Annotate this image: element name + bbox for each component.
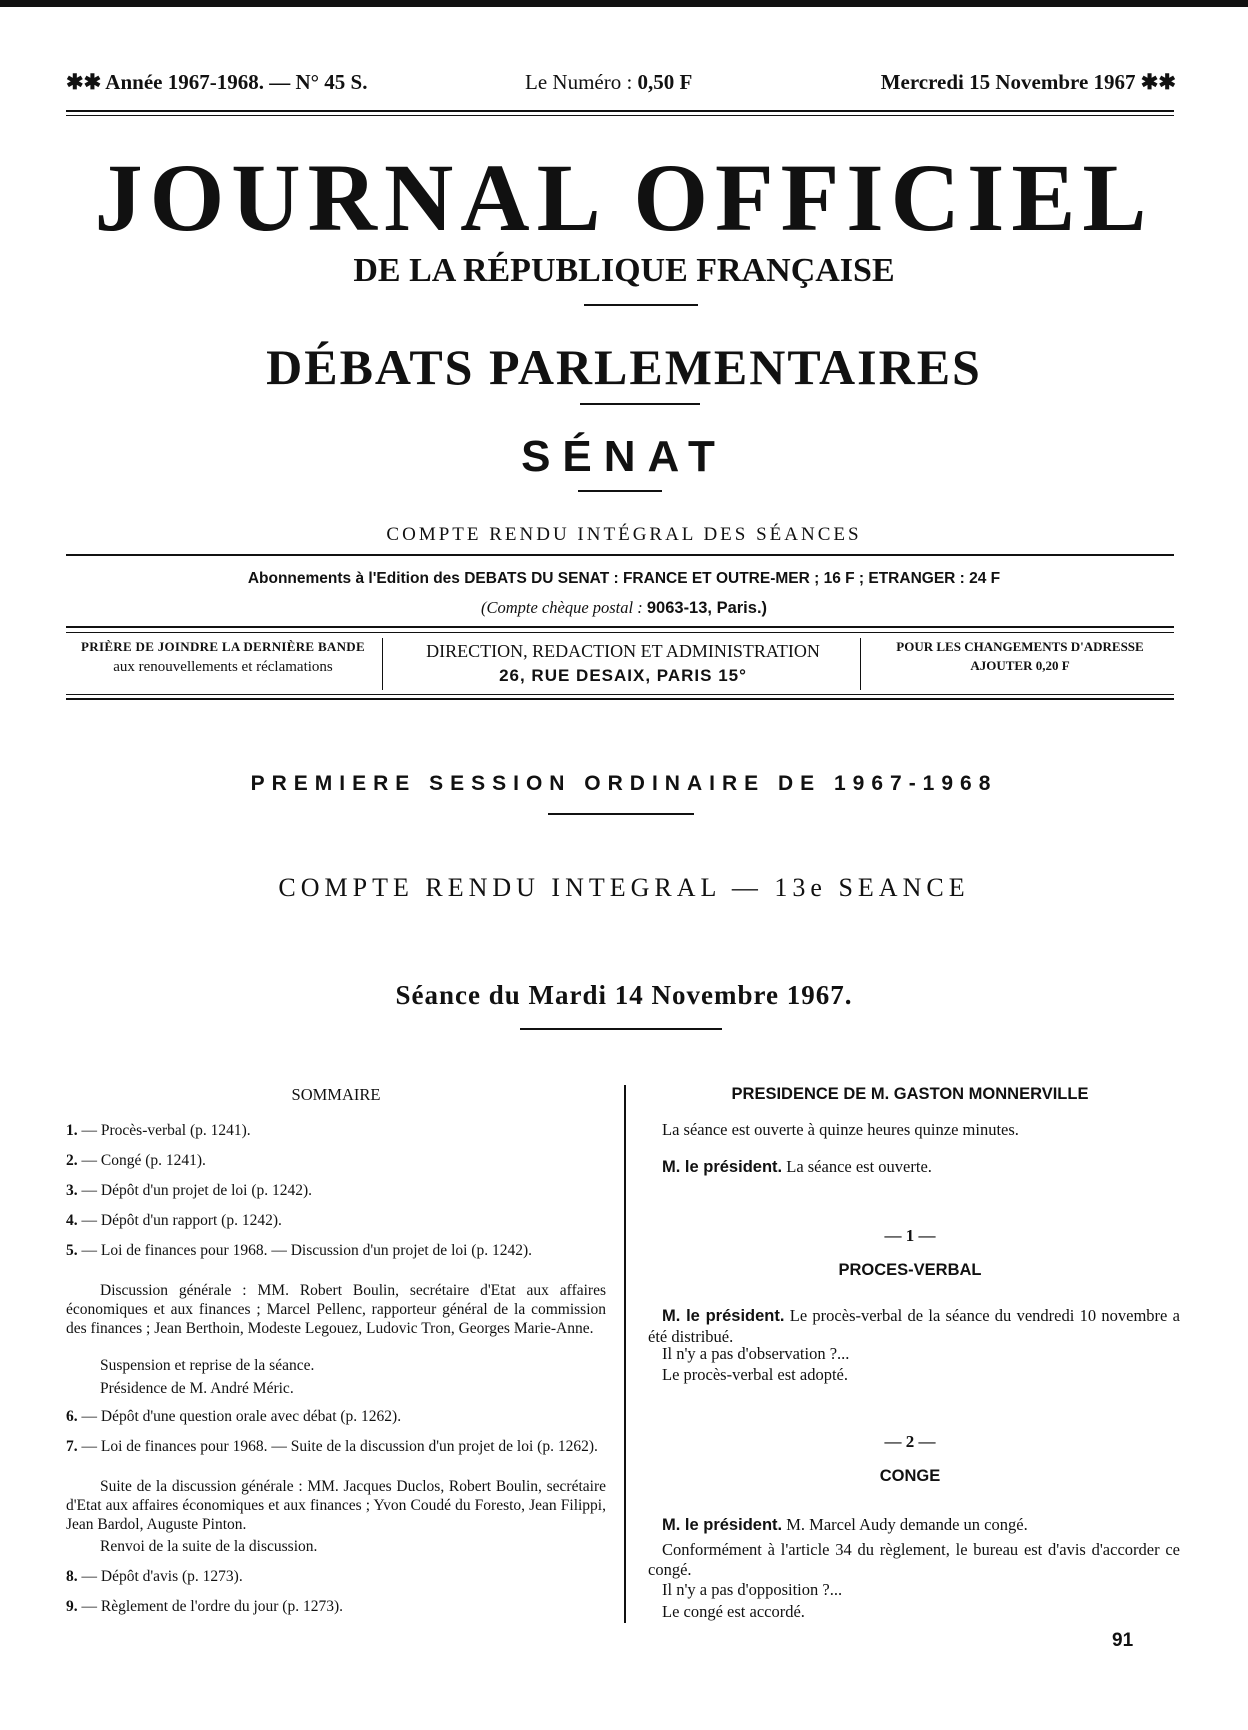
sommaire-heading: SOMMAIRE (291, 1085, 381, 1104)
box-rule-top-2 (66, 632, 1174, 633)
item-text: — Règlement de l'ordre du jour (p. 1273). (81, 1598, 343, 1615)
price-label: Le Numéro : (525, 70, 633, 94)
item-text: — Loi de finances pour 1968. — Discussion d'un projet de loi (p. 1242). (81, 1242, 532, 1259)
item-text: — Congé (p. 1241). (81, 1152, 206, 1169)
rule (66, 554, 1174, 556)
conge-accorde: Le congé est accordé. (662, 1602, 805, 1621)
item-text: — Dépôt d'un rapport (p. 1242). (81, 1212, 282, 1229)
price-value: 0,50 F (637, 70, 693, 94)
divider (520, 1028, 722, 1030)
divider (584, 304, 698, 306)
president-label: M. le président. (662, 1158, 783, 1176)
box-separator (860, 638, 861, 690)
box-rule-top (66, 626, 1174, 628)
item-num: 3. (66, 1182, 78, 1199)
section-title-proces-verbal: PROCES-VERBAL (838, 1261, 982, 1279)
item-num: 8. (66, 1568, 78, 1585)
sommaire-item (66, 1438, 606, 1457)
header-left (66, 70, 367, 95)
item-text: — Dépôt d'avis (p. 1273). (81, 1568, 243, 1585)
item-text: — Procès-verbal (p. 1241). (81, 1122, 251, 1139)
pv-observation: Il n'y a pas d'observation ?... (662, 1344, 850, 1363)
box-separator (382, 638, 383, 690)
sommaire-item (66, 1242, 606, 1261)
item-num: 2. (66, 1152, 78, 1169)
sommaire-item (66, 1182, 606, 1201)
sommaire-sub: Renvoi de la suite de la discussion. (100, 1538, 318, 1555)
sommaire-sub: Discussion générale : MM. Robert Boulin, secrétaire d'Etat aux affaires économiques et aux finances ; Marcel Pellenc, rapporteur général de la commission des finances ; Jean Berthoin, Modeste Legouez, Ludovic Tron, Georges Marie-Anne. (66, 1282, 606, 1337)
ccp-value: 9063-13, Paris.) (646, 599, 768, 617)
sommaire-sub: Suspension et reprise de la séance. (100, 1357, 315, 1374)
box-rule-bottom-2 (66, 698, 1174, 700)
pv-adopte: Le procès-verbal est adopté. (662, 1365, 848, 1384)
box-right (864, 638, 1176, 690)
section-number-1: — 1 — (884, 1226, 936, 1245)
item-num: 7. (66, 1438, 78, 1455)
stars-right-icon: ✱✱ (1140, 70, 1176, 94)
senat-title: SÉNAT (521, 432, 727, 481)
item-text: — Loi de finances pour 1968. — Suite de la discussion d'un projet de loi (p. 1262). (81, 1438, 598, 1455)
divider (578, 490, 662, 492)
item-text: — Dépôt d'une question orale avec débat (p. 1262). (81, 1408, 402, 1425)
box-left (66, 638, 380, 690)
box-left-line2: aux renouvellements et réclamations (113, 658, 333, 675)
section-number-2: — 2 — (884, 1432, 936, 1451)
year-issue: Année 1967-1968. — N° 45 S. (105, 70, 368, 94)
pv-text: Le procès-verbal de la séance du vendredi 10 novembre a été distribué. (648, 1306, 1180, 1346)
item-text: — Dépôt d'un projet de loi (p. 1242). (81, 1182, 313, 1199)
pv-paragraph (648, 1306, 1180, 1347)
compte-rendu-des-seances: COMPTE RENDU INTÉGRAL DES SÉANCES (386, 524, 862, 545)
sommaire-item (66, 1408, 606, 1427)
journal-subtitle: DE LA RÉPUBLIQUE FRANÇAISE (353, 252, 895, 289)
item-num: 4. (66, 1212, 78, 1229)
item-num: 9. (66, 1598, 78, 1615)
box-rule-bottom (66, 694, 1174, 695)
header-rule-2 (66, 115, 1174, 116)
box-right-line2: AJOUTER 0,20 F (970, 657, 1070, 673)
conge-text: M. Marcel Audy demande un congé. (786, 1515, 1028, 1534)
header-rule-1 (66, 110, 1174, 112)
ouverture-text: La séance est ouverte à quinze heures quinze minutes. (662, 1120, 1019, 1139)
header-price (525, 70, 692, 95)
divider (548, 813, 694, 815)
president-label: M. le président. (662, 1516, 783, 1534)
conge-paragraph (648, 1515, 1180, 1536)
debats-title: DÉBATS PARLEMENTAIRES (266, 339, 982, 395)
sommaire-sub: Suite de la discussion générale : MM. Jacques Duclos, Robert Boulin, secrétaire d'Etat aux affaires économiques et aux finances ; Yvon Coudé du Foresto, Jean Filippi, Jean Bardol, Auguste Pinton. (66, 1478, 606, 1533)
column-separator (624, 1085, 626, 1623)
issue-date: Mercredi 15 Novembre 1967 (880, 70, 1136, 94)
seance-date: Séance du Mardi 14 Novembre 1967. (395, 980, 853, 1010)
subscription-line: Abonnements à l'Edition des DEBATS DU SENAT : FRANCE ET OUTRE-MER ; 16 F ; ETRANGER : 24 F (247, 570, 1001, 587)
sommaire-item (66, 1568, 606, 1587)
sommaire-item (66, 1152, 606, 1171)
president-paragraph (648, 1157, 1180, 1178)
sommaire-item (66, 1122, 606, 1141)
conge-article: Conformément à l'article 34 du règlement, le bureau est d'avis d'accorder ce congé. (648, 1540, 1180, 1579)
header-right (881, 70, 1176, 95)
box-mid-line2: 26, RUE DESAIX, PARIS 15° (499, 666, 747, 686)
box-middle (386, 638, 860, 690)
presidence-heading: PRESIDENCE DE M. GASTON MONNERVILLE (731, 1085, 1089, 1103)
conge-opposition: Il n'y a pas d'opposition ?... (662, 1580, 843, 1599)
page-number: 91 (1112, 1630, 1134, 1651)
sommaire-sub: Présidence de M. André Méric. (100, 1380, 294, 1397)
compte-rendu-integral: COMPTE RENDU INTEGRAL — 13e SEANCE (278, 873, 970, 902)
item-num: 5. (66, 1242, 78, 1259)
journal-title: JOURNAL OFFICIEL (94, 144, 1154, 251)
box-mid-line1: DIRECTION, REDACTION ET ADMINISTRATION (426, 641, 820, 661)
session-title: PREMIERE SESSION ORDINAIRE DE 1967-1968 (250, 772, 998, 795)
stars-left-icon: ✱✱ (66, 70, 102, 94)
ccp-line (0, 598, 1248, 618)
ccp-label: (Compte chèque postal : (480, 598, 643, 617)
item-num: 6. (66, 1408, 78, 1425)
president-label: M. le président. (662, 1307, 785, 1325)
box-right-line1: POUR LES CHANGEMENTS D'ADRESSE (896, 639, 1144, 654)
divider (580, 403, 700, 405)
top-border (0, 0, 1248, 7)
seance-ouverte-text: La séance est ouverte. (786, 1157, 932, 1176)
sommaire-item (66, 1598, 606, 1617)
sommaire-item (66, 1212, 606, 1231)
section-title-conge: CONGE (879, 1467, 941, 1485)
item-num: 1. (66, 1122, 78, 1139)
box-left-line1: PRIÈRE DE JOINDRE LA DERNIÈRE BANDE (81, 639, 365, 654)
